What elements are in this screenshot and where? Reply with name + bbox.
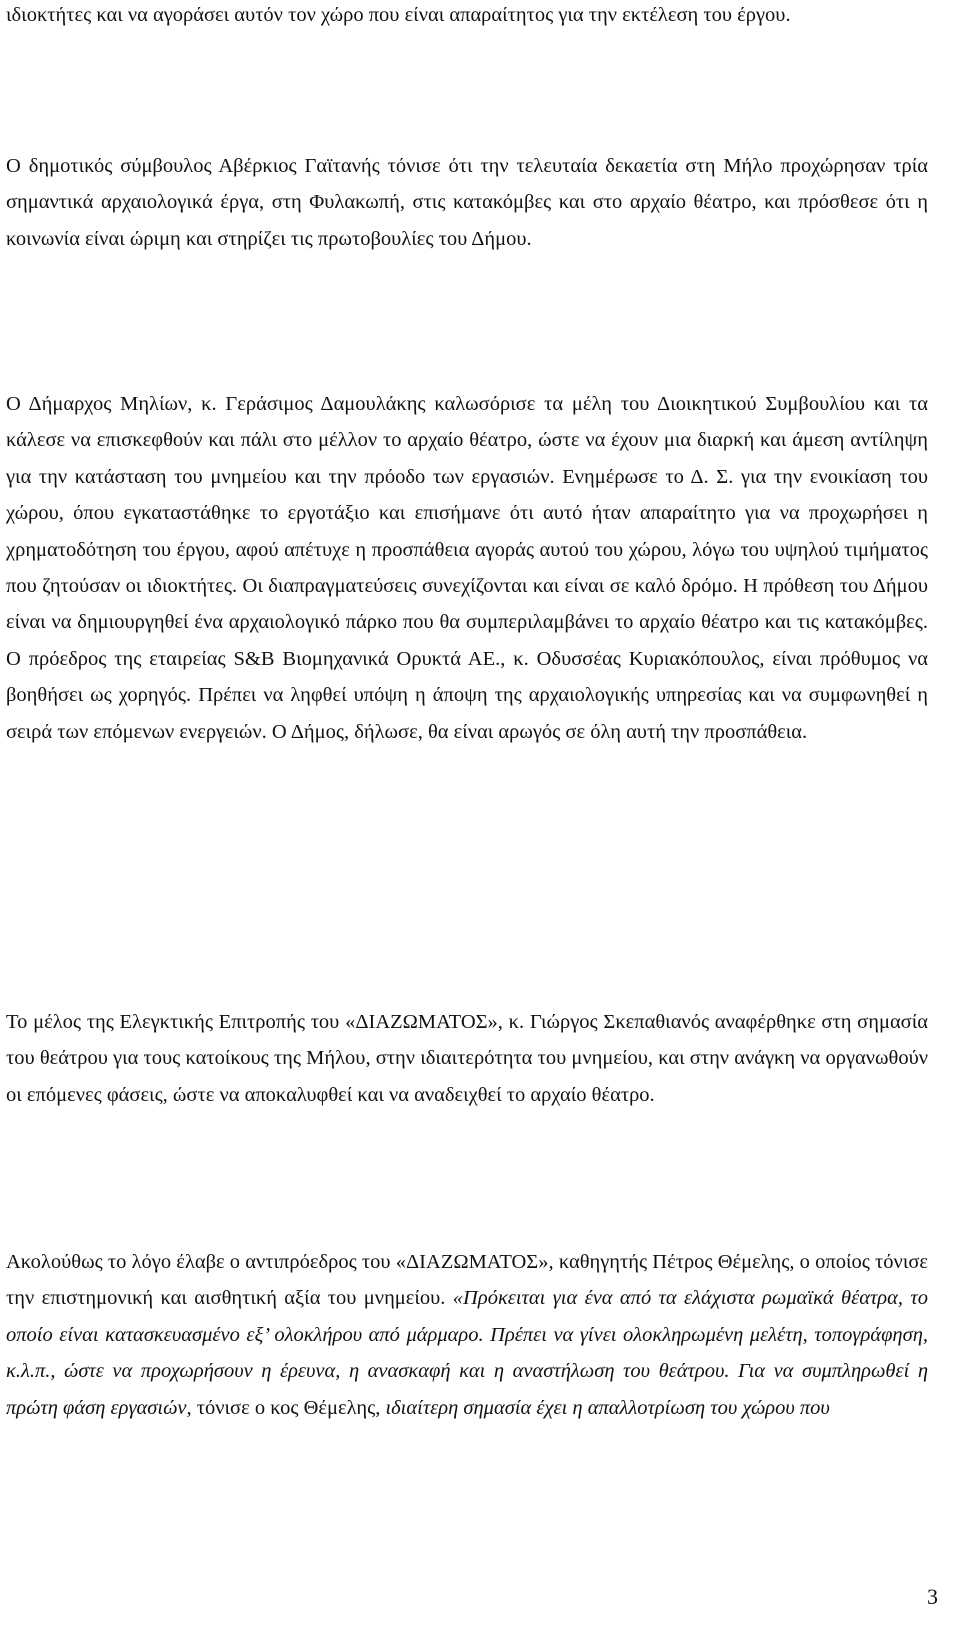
themelis-intro: Ακολούθως το λόγο έλαβε ο αντιπρόεδρος του «ΔΙΑΖΩΜΑΤΟΣ», καθηγητής Πέτρος Θέμελης, ο οποίος τόνισε την επιστημονική και αισθητική αξία του μνημείου. xyxy=(6,1251,928,1310)
page-number: 3 xyxy=(927,1584,938,1609)
themelis-quote-part-1: «Πρόκειται για ένα από τα ελάχιστα ρωμαϊκά θέατρα, το οποίο είναι κατασκευασμένο εξ’ ολοκλήρου από μάρμαρο. Πρέπει να γίνει ολοκληρωμένη μελέτη, τοπογράφηση, κ.λ.π., ώστε να προχωρήσουν η έρευνα, η ανασκαφή και η αναστήλωση του θεάτρου. Για να συμπληρωθεί η πρώτη φάση εργασιών, xyxy=(6,1287,928,1419)
paragraph-themelis xyxy=(6,1244,928,1426)
themelis-attribution: τόνισε ο κος Θέμελης, xyxy=(191,1396,386,1419)
themelis-quote-part-2: ιδιαίτερη σημασία έχει η απαλλοτρίωση του χώρου που xyxy=(385,1396,830,1419)
paragraph-mayor: Ο Δήμαρχος Μηλίων, κ. Γεράσιμος Δαμουλάκης καλωσόρισε τα μέλη του Διοικητικού Συμβουλίου και τα κάλεσε να επισκεφθούν και πάλι στο μέλλον το αρχαίο θέατρο, ώστε να έχουν μια διαρκή και άμεση αντίληψη για την κατάσταση του μνημείου και την πρόοδο των εργασιών. Ενημέρωσε το Δ. Σ. για την ενοικίαση του χώρου, όπου εγκαταστάθηκε το εργοτάξιο και επισήμανε ότι αυτό ήταν απαραίτητο για να προχωρήσει η χρηματοδότηση του έργου, αφού απέτυχε η προσπάθεια αγοράς αυτού του χώρου, λόγω του υψηλού τιμήματος που ζητούσαν οι ιδιοκτήτες. Οι διαπραγματεύσεις συνεχίζονται και είναι σε καλό δρόμο. Η πρόθεση του Δήμου είναι να δημιουργηθεί ένα αρχαιολογικό πάρκο που θα συμπεριλαμβάνει το αρχαίο θέατρο και τις κατακόμβες. Ο πρόεδρος της εταιρείας S&B Βιομηχανικά Ορυκτά ΑΕ., κ. Οδυσσέας Κυριακόπουλος, είναι πρόθυμος να βοηθήσει ως χορηγός. Πρέπει να ληφθεί υπόψη η άποψη της αρχαιολογικής υπηρεσίας και να συμφωνηθεί η σειρά των επόμενων ενεργειών. Ο Δήμος, δήλωσε, θα είναι αρωγός σε όλη αυτή την προσπάθεια. xyxy=(6,393,928,743)
paragraph-skepathianos: Το μέλος της Ελεγκτικής Επιτροπής του «ΔΙΑΖΩΜΑΤΟΣ», κ. Γιώργος Σκεπαθιανός αναφέρθηκε στη σημασία του θεάτρου για τους κατοίκους της Μήλου, στην ιδιαιτερότητα του μνημείου, και στην ανάγκη να οργανωθούν οι επόμενες φάσεις, ώστε να αποκαλυφθεί και να αναδειχθεί το αρχαίο θέατρο. xyxy=(6,1011,928,1106)
paragraph-continuation: ιδιοκτήτες και να αγοράσει αυτόν τον χώρο που είναι απαραίτητος για την εκτέλεση του έργου. xyxy=(6,4,791,26)
paragraph-gaitanis: Ο δημοτικός σύμβουλος Αβέρκιος Γαϊτανής τόνισε ότι την τελευταία δεκαετία στη Μήλο προχώρησαν τρία σημαντικά αρχαιολογικά έργα, στη Φυλακωπή, στις κατακόμβες και στο αρχαίο θέατρο, και πρόσθεσε ότι η κοινωνία είναι ώριμη και στηρίζει τις πρωτοβουλίες του Δήμου. xyxy=(6,155,928,250)
